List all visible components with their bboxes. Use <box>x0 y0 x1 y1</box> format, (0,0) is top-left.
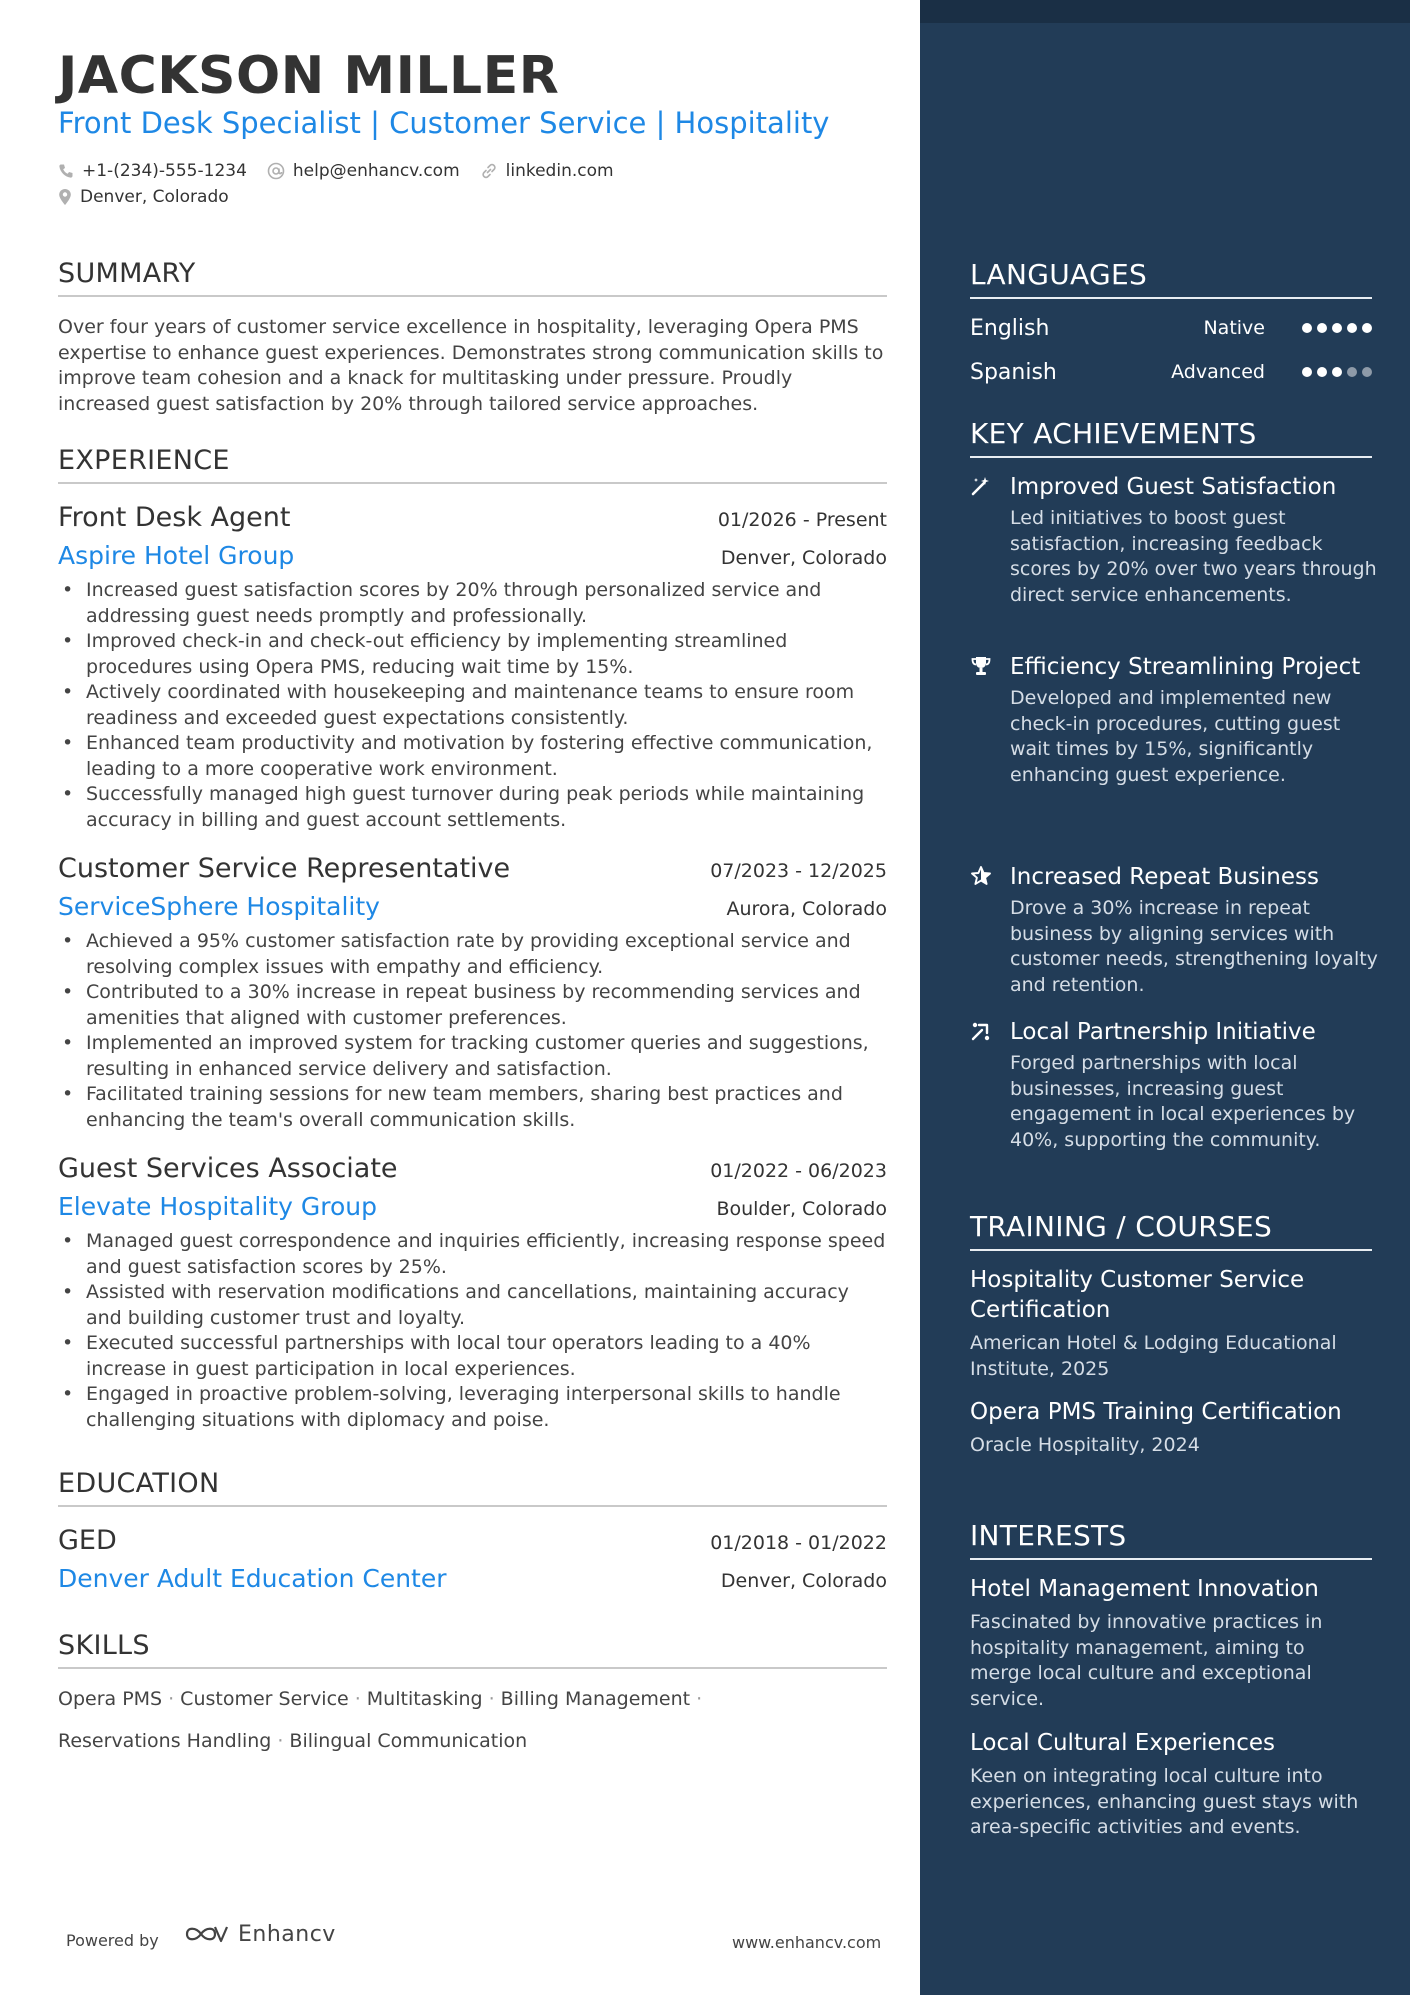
star-icon <box>970 865 992 887</box>
job-role: Guest Services Associate <box>58 1153 398 1184</box>
job-entry <box>58 853 887 1133</box>
rating-dot <box>1347 367 1357 377</box>
rating-dot <box>1302 367 1312 377</box>
achievement-desc: Developed and implemented new check-in procedures, cutting guest wait times by 15%, significantly enhancing guest experience. <box>1010 687 1341 786</box>
contact-info <box>58 158 634 210</box>
job-entry <box>58 1153 887 1433</box>
job-location: Aurora, Colorado <box>726 898 887 920</box>
enhancv-brand: Enhancv <box>238 1921 336 1947</box>
summary-text: Over four years of customer service excellence in hospitality, leveraging Opera PMS expertise to enhance guest experiences. Demonstrates strong communication skills to improve team cohesion and a knack for multitasking under pressure. Proudly increased guest satisfaction by 20% through tailored service approaches. <box>58 316 884 415</box>
job-bullet: • Managed guest correspondence and inquiries efficiently, increasing response speed and guest satisfaction scores by 25%. <box>58 1229 887 1280</box>
location-pin-icon <box>58 188 72 206</box>
language-row <box>970 357 1372 387</box>
linkedin-contact[interactable] <box>480 161 614 181</box>
skill-item: Billing Management <box>500 1688 691 1710</box>
achievement-title: Efficiency Streamlining Project <box>1010 654 1361 680</box>
language-rating <box>1297 367 1372 377</box>
interests-heading: INTERESTS <box>970 1519 1372 1560</box>
job-dates: 01/2026 - Present <box>717 509 887 531</box>
location-contact <box>58 187 229 207</box>
achievement-item <box>970 862 1380 998</box>
footer-url[interactable]: www.enhancv.com <box>732 1933 882 1952</box>
powered-by-label: Powered by <box>66 1931 159 1950</box>
summary-heading: SUMMARY <box>58 258 887 297</box>
email-text: help@enhancv.com <box>292 161 460 181</box>
rating-dot <box>1317 323 1327 333</box>
course-title: Hospitality Customer Service Certification <box>970 1267 1305 1323</box>
course-item <box>970 1397 1372 1459</box>
language-row <box>970 313 1372 343</box>
job-role: Customer Service Representative <box>58 853 511 884</box>
phone-text: +1-(234)-555-1234 <box>82 161 247 181</box>
location-text: Denver, Colorado <box>80 187 229 207</box>
interest-desc: Fascinated by innovative practices in hospitality management, aiming to merge local culture and exceptional service. <box>970 1611 1323 1710</box>
job-bullet: • Successfully managed high guest turnover during peak periods while maintaining accuracy in billing and guest account settlements. <box>58 782 887 833</box>
magic-wand-icon <box>970 475 992 497</box>
language-level: Native <box>1203 317 1265 339</box>
job-bullet: • Contributed to a 30% increase in repeat business by recommending services and amenities that aligned with customer preferences. <box>58 980 887 1031</box>
rating-dot <box>1362 367 1372 377</box>
job-dates: 01/2022 - 06/2023 <box>710 1160 887 1182</box>
candidate-name: JACKSON MILLER <box>58 46 560 106</box>
skills-heading: SKILLS <box>58 1630 887 1669</box>
job-bullet: • Facilitated training sessions for new team members, sharing best practices and enhancing the team's overall communication skills. <box>58 1082 887 1133</box>
job-role: Front Desk Agent <box>58 502 291 533</box>
course-item <box>970 1265 1372 1382</box>
job-bullet: • Enhanced team productivity and motivation by fostering effective communication, leading to a more cooperative work environment. <box>58 731 887 782</box>
phone-icon <box>58 163 74 179</box>
job-bullets <box>58 1229 887 1433</box>
job-bullet: • Implemented an improved system for tracking customer queries and suggestions, resulting in enhanced service delivery and satisfaction. <box>58 1031 887 1082</box>
achievement-item <box>970 1017 1380 1153</box>
education-entry <box>58 1525 887 1593</box>
candidate-title: Front Desk Specialist | Customer Service | Hospitality <box>58 106 830 140</box>
skill-item: Bilingual Communication <box>289 1730 528 1752</box>
sidebar-top-bar <box>920 0 1410 23</box>
course-desc: Oracle Hospitality, 2024 <box>970 1434 1200 1456</box>
job-location: Denver, Colorado <box>720 547 887 569</box>
achievement-item <box>970 472 1380 608</box>
interest-item <box>970 1574 1372 1712</box>
course-title: Opera PMS Training Certification <box>970 1399 1342 1425</box>
achievement-title: Local Partnership Initiative <box>1010 1019 1316 1045</box>
course-desc: American Hotel & Lodging Educational Institute, 2025 <box>970 1332 1337 1380</box>
partnership-icon <box>970 1020 992 1042</box>
rating-dot <box>1347 323 1357 333</box>
education-location: Denver, Colorado <box>720 1570 887 1592</box>
language-level: Advanced <box>1171 361 1265 383</box>
job-bullet: • Engaged in proactive problem-solving, leveraging interpersonal skills to handle challenging situations with diplomacy and poise. <box>58 1382 887 1433</box>
job-bullets <box>58 929 887 1133</box>
achievement-title: Increased Repeat Business <box>1010 864 1319 890</box>
interest-desc: Keen on integrating local culture into experiences, enhancing guest stays with area-specific activities and events. <box>970 1765 1359 1838</box>
rating-dot <box>1302 323 1312 333</box>
achievement-title: Improved Guest Satisfaction <box>1010 474 1337 500</box>
language-name: English <box>970 315 1050 341</box>
sidebar <box>920 0 1410 1995</box>
education-heading: EDUCATION <box>58 1468 887 1507</box>
enhancv-logo-icon <box>184 1921 230 1947</box>
at-icon <box>267 162 285 180</box>
job-dates: 07/2023 - 12/2025 <box>710 860 887 882</box>
job-bullet: • Achieved a 95% customer satisfaction rate by providing exceptional service and resolving complex issues with empathy and efficiency. <box>58 929 887 980</box>
achievement-desc: Led initiatives to boost guest satisfaction, increasing feedback scores by 20% over two years through direct service enhancements. <box>1010 507 1377 606</box>
skill-item: Reservations Handling <box>58 1730 272 1752</box>
job-bullet: • Executed successful partnerships with local tour operators leading to a 40% increase in guest participation in local experiences. <box>58 1331 887 1382</box>
degree: GED <box>58 1525 117 1556</box>
experience-heading: EXPERIENCE <box>58 445 887 484</box>
language-name: Spanish <box>970 359 1057 385</box>
enhancv-logo[interactable] <box>184 1921 336 1947</box>
achievements-heading: KEY ACHIEVEMENTS <box>970 417 1372 458</box>
phone-contact[interactable] <box>58 161 247 181</box>
linkedin-text: linkedin.com <box>505 161 614 181</box>
achievement-desc: Drove a 30% increase in repeat business by aligning services with customer needs, strengthening loyalty and retention. <box>1010 897 1378 996</box>
language-rating <box>1297 323 1372 333</box>
link-icon <box>480 162 498 180</box>
education-dates: 01/2018 - 01/2022 <box>710 1532 887 1554</box>
skill-item: Multitasking <box>366 1688 483 1710</box>
job-company[interactable]: ServiceSphere Hospitality <box>58 892 380 921</box>
job-company[interactable]: Elevate Hospitality Group <box>58 1192 377 1221</box>
interest-title: Hotel Management Innovation <box>970 1576 1319 1602</box>
rating-dot <box>1332 323 1342 333</box>
job-bullet: • Assisted with reservation modifications and cancellations, maintaining accuracy and building customer trust and loyalty. <box>58 1280 887 1331</box>
skill-item: Opera PMS <box>58 1688 163 1710</box>
interest-item <box>970 1728 1372 1841</box>
skills-list: Opera PMS · Customer Service · Multitasking · Billing Management · Reservations Handling · Bilingual Communication <box>58 1688 703 1752</box>
rating-dot <box>1362 323 1372 333</box>
job-location: Boulder, Colorado <box>716 1198 887 1220</box>
job-bullet: • Increased guest satisfaction scores by 20% through personalized service and addressing guest needs promptly and professionally. <box>58 578 887 629</box>
job-entry <box>58 502 887 833</box>
rating-dot <box>1332 367 1342 377</box>
training-heading: TRAINING / COURSES <box>970 1210 1372 1251</box>
email-contact[interactable] <box>267 161 460 181</box>
trophy-icon <box>970 655 992 677</box>
interest-title: Local Cultural Experiences <box>970 1730 1276 1756</box>
job-company[interactable]: Aspire Hotel Group <box>58 541 295 570</box>
school-name[interactable]: Denver Adult Education Center <box>58 1564 447 1593</box>
achievement-item <box>970 652 1380 788</box>
job-bullet: • Actively coordinated with housekeeping and maintenance teams to ensure room readiness and exceeded guest expectations consistently. <box>58 680 887 731</box>
job-bullets <box>58 578 887 833</box>
rating-dot <box>1317 367 1327 377</box>
job-bullet: • Improved check-in and check-out efficiency by implementing streamlined procedures using Opera PMS, reducing wait time by 15%. <box>58 629 887 680</box>
skill-item: Customer Service <box>180 1688 349 1710</box>
achievement-desc: Forged partnerships with local businesses, increasing guest engagement in local experiences by 40%, supporting the community. <box>1010 1052 1356 1151</box>
languages-heading: LANGUAGES <box>970 258 1372 299</box>
